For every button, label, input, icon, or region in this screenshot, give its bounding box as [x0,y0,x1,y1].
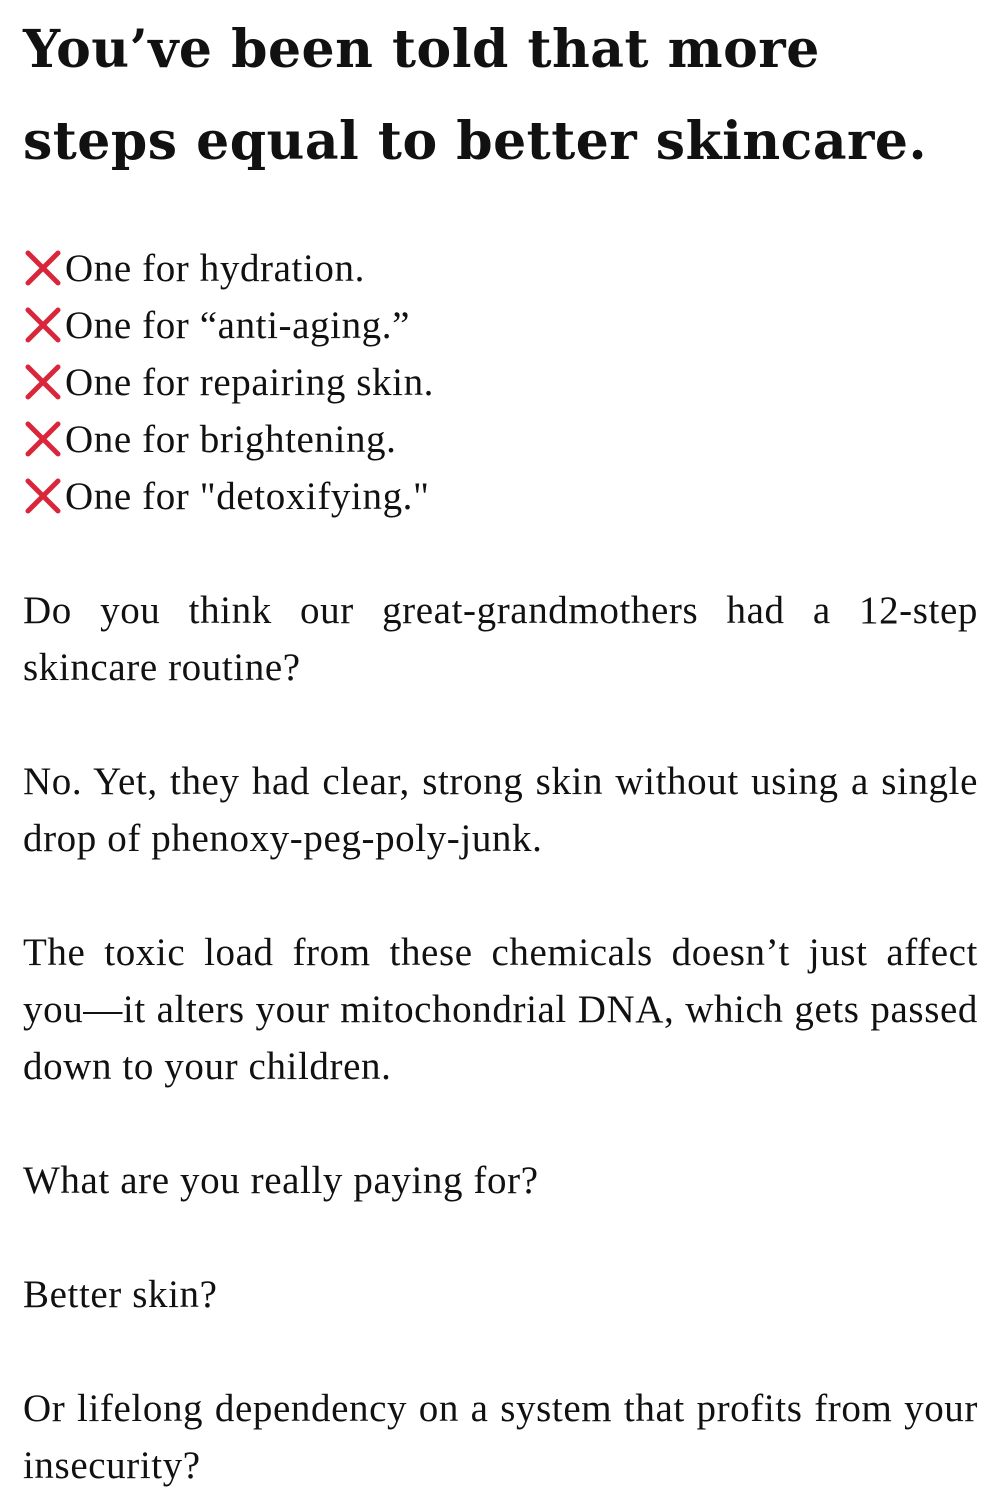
paragraph-clear-skin: No. Yet, they had clear, strong skin without using a single drop of phenoxy-peg-poly-junk. [23,760,978,860]
list-item-text: One for “anti-aging.” [65,304,411,347]
headline: You’ve been told that more steps equal to better skincare. [23,19,928,172]
cross-mark-icon [23,362,65,404]
paragraph-great-grandmothers: Do you think our great-grandmothers had a 12-step skincare routine? [23,589,978,689]
list-item-text: One for repairing skin. [65,361,435,404]
list-item-text: One for hydration. [65,247,365,290]
cross-mark-icon [23,476,65,518]
list-item-text: One for brightening. [65,418,397,461]
list-item [23,411,978,468]
list-item [23,240,978,297]
claims-list [23,240,978,525]
list-item-text: One for "detoxifying." [65,475,430,518]
list-item [23,297,978,354]
paragraph-better-skin: Better skin? [23,1273,218,1316]
paragraph-toxic-load: The toxic load from these chemicals doesn’t just affect you—it alters your mitochondrial DNA, which gets passed down to your children. [23,931,978,1088]
paragraph-dependency: Or lifelong dependency on a system that profits from your insecurity? [23,1387,978,1487]
paragraph-paying-for: What are you really paying for? [23,1159,539,1202]
list-item [23,354,978,411]
list-item [23,468,978,525]
cross-mark-icon [23,248,65,290]
cross-mark-icon [23,305,65,347]
cross-mark-icon [23,419,65,461]
